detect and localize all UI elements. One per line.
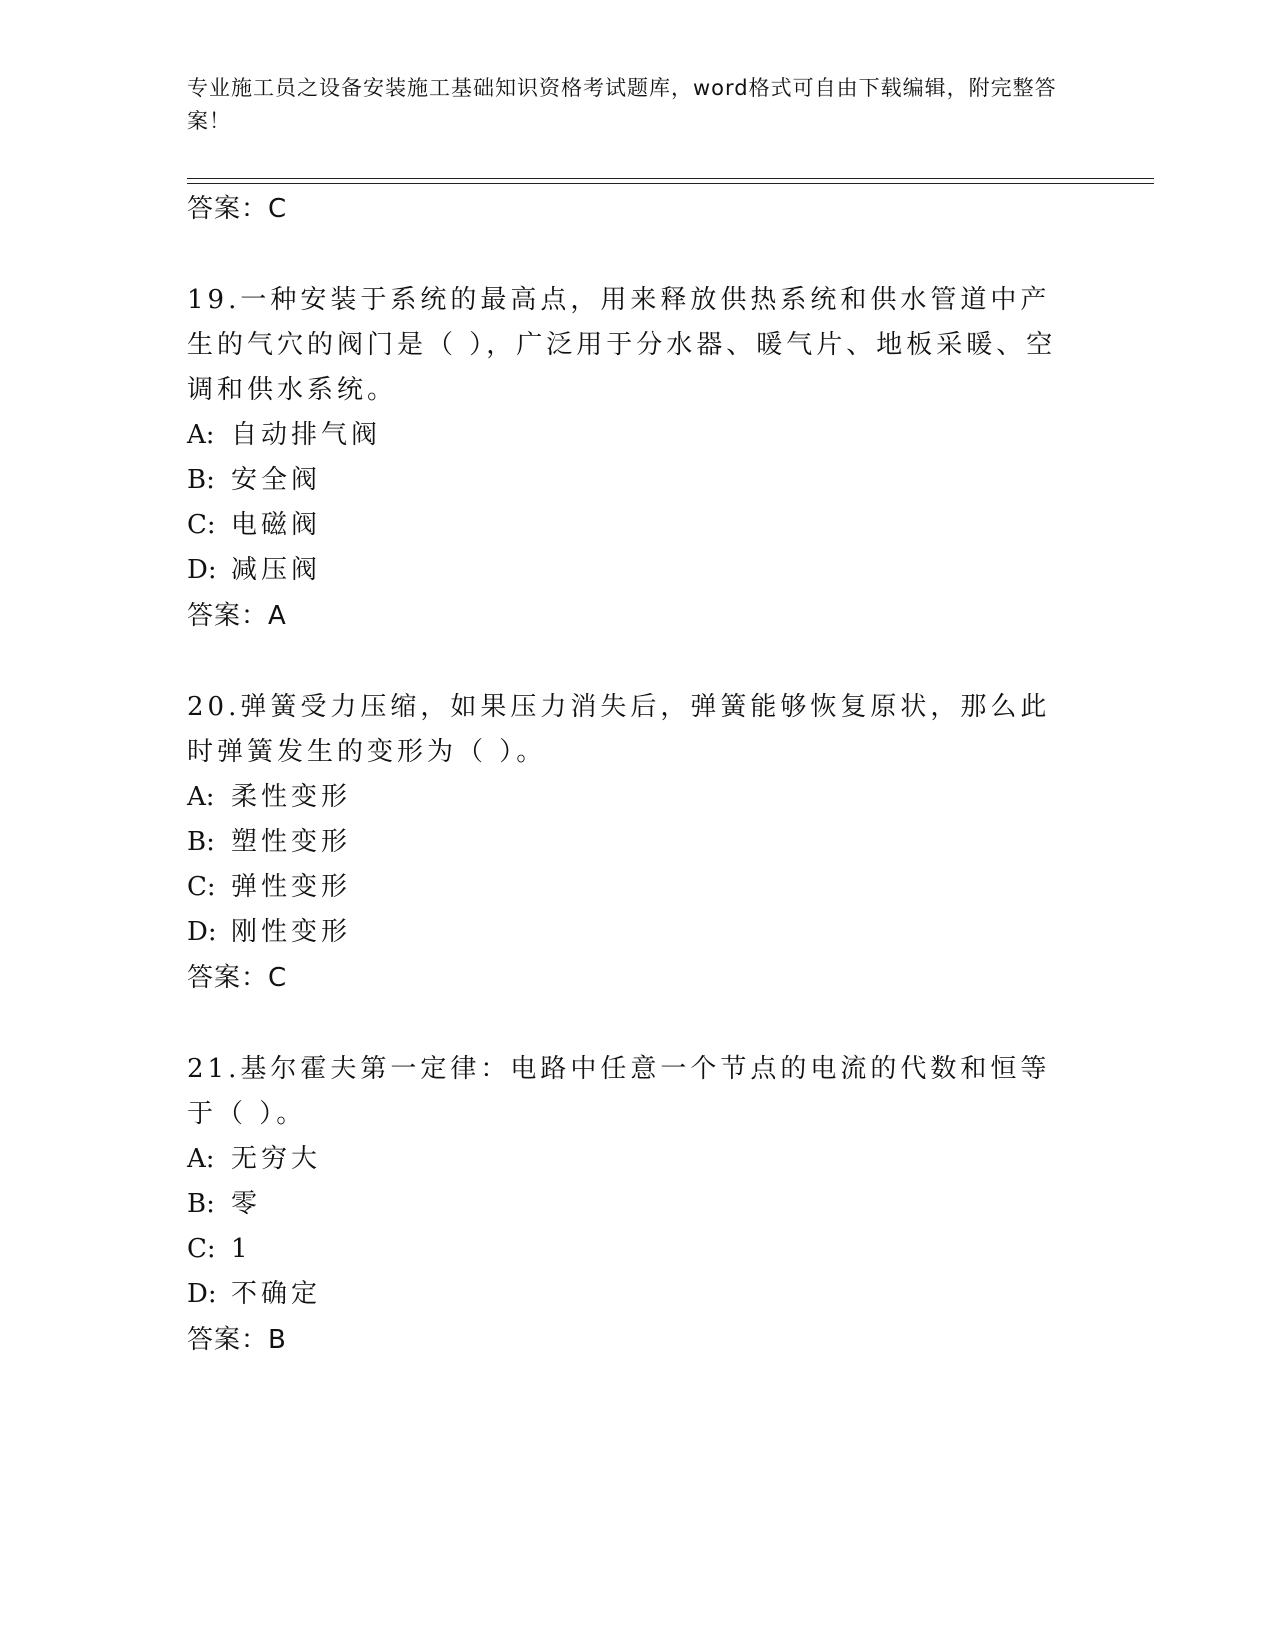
option-text: 不确定 — [231, 1279, 322, 1309]
option-label: C: — [187, 510, 216, 540]
option-a — [187, 1137, 1067, 1182]
option-c — [187, 1227, 1067, 1272]
option-text: 刚性变形 — [231, 917, 352, 947]
question-19 — [187, 278, 1067, 639]
option-d — [187, 548, 1067, 593]
question-20 — [187, 685, 1067, 1001]
question-list — [187, 186, 1067, 1363]
option-text: 电磁阀 — [231, 510, 322, 540]
option-label: D: — [187, 1279, 217, 1309]
question-21 — [187, 1047, 1067, 1363]
option-text: 自动排气阀 — [231, 420, 382, 450]
option-text: 安全阀 — [231, 465, 322, 495]
document-header: 专业施工员之设备安装施工基础知识资格考试题库，word格式可自由下载编辑，附完整答案！ — [187, 76, 1057, 133]
option-label: C: — [187, 872, 216, 902]
option-label: C: — [187, 1234, 216, 1264]
spacer — [187, 232, 1067, 278]
option-text: 减压阀 — [231, 555, 322, 585]
option-label: B: — [187, 1189, 215, 1219]
option-a — [187, 413, 1067, 458]
option-c — [187, 865, 1067, 910]
spacer — [187, 639, 1067, 685]
spacer — [187, 1001, 1067, 1047]
option-text: 弹性变形 — [231, 872, 352, 902]
option-d — [187, 1272, 1067, 1317]
option-b — [187, 458, 1067, 503]
answer: 答案：A — [187, 601, 287, 631]
header-divider-bottom — [187, 183, 1154, 184]
answer: 答案：B — [187, 1325, 287, 1355]
option-text: 无穷大 — [231, 1144, 322, 1174]
option-label: A: — [187, 1144, 215, 1174]
question-text: 21.基尔霍夫第一定律：电路中任意一个节点的电流的代数和恒等于（ ）。 — [187, 1054, 1051, 1129]
option-label: B: — [187, 465, 215, 495]
option-c — [187, 503, 1067, 548]
option-text: 零 — [231, 1189, 262, 1219]
question-text: 20.弹簧受力压缩，如果压力消失后，弹簧能够恢复原状，那么此时弹簧发生的变形为（ ）。 — [187, 692, 1051, 767]
option-text: 柔性变形 — [231, 782, 352, 812]
option-label: B: — [187, 827, 215, 857]
option-b — [187, 1182, 1067, 1227]
option-d — [187, 910, 1067, 955]
header-divider-top — [187, 178, 1154, 179]
previous-answer: 答案：C — [187, 194, 288, 224]
option-label: A: — [187, 420, 215, 450]
option-label: D: — [187, 917, 217, 947]
question-text: 19.一种安装于系统的最高点，用来释放供热系统和供水管道中产生的气穴的阀门是（ ），广泛用于分水器、暖气片、地板采暖、空调和供水系统。 — [187, 285, 1057, 405]
option-label: D: — [187, 555, 217, 585]
option-label: A: — [187, 782, 215, 812]
answer: 答案：C — [187, 963, 288, 993]
option-a — [187, 775, 1067, 820]
option-text: 1 — [231, 1234, 252, 1264]
option-text: 塑性变形 — [231, 827, 352, 857]
option-b — [187, 820, 1067, 865]
